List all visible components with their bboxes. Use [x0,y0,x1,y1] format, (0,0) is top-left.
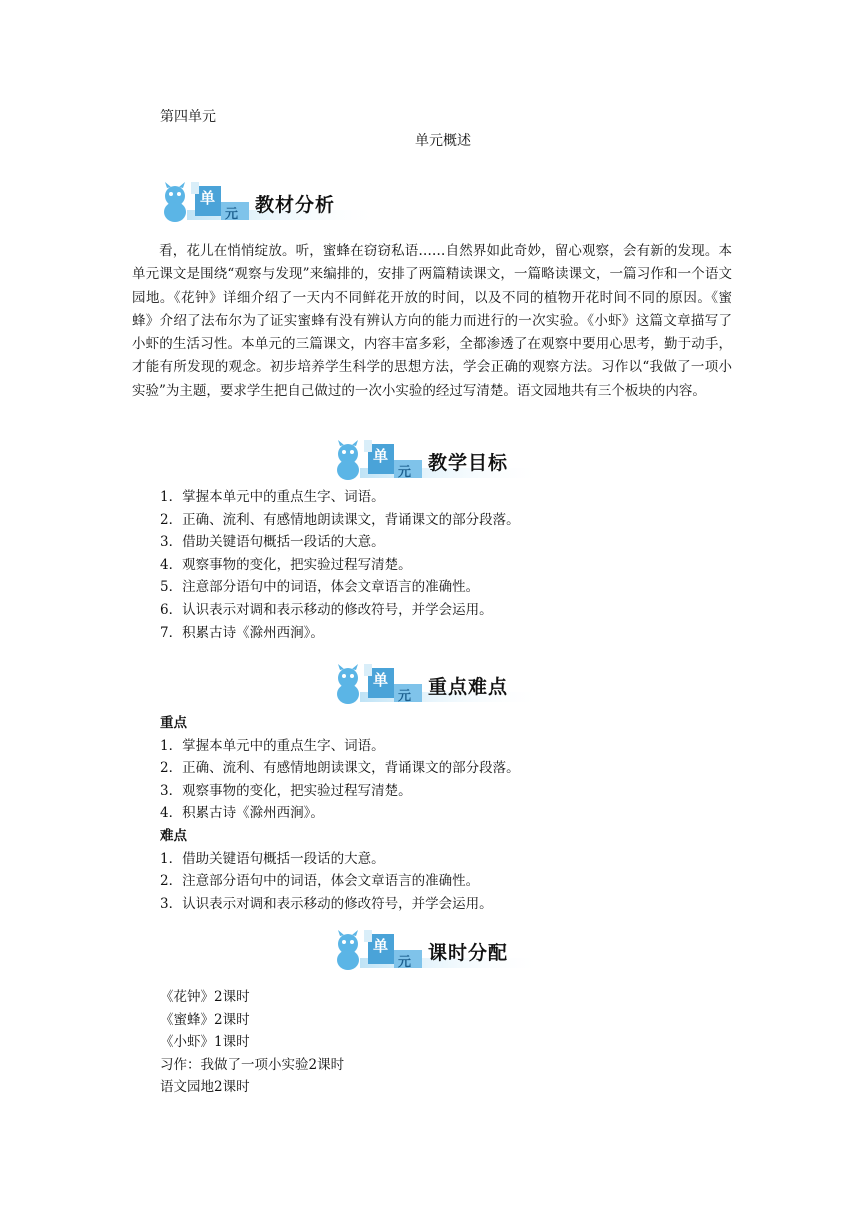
unit-label: 第四单元 [160,109,216,125]
keypoints-list [160,712,520,915]
list-item: 3．认识表示对调和表示移动的修改符号，并学会运用。 [160,895,493,912]
list-item: 2．正确、流利、有感情地朗读课文，背诵课文的部分段落。 [160,511,520,528]
list-item: 7．积累古诗《滁州西涧》。 [160,624,324,641]
list-item: 3．借助关键语句概括一段话的大意。 [160,534,385,551]
overview-title: 单元概述 [415,133,471,149]
list-item: 4．观察事物的变化，把实验过程写清楚。 [160,556,412,573]
banner-char-bottom: 元 [398,465,412,480]
list-item: 习作：我做了一项小实验2课时 [160,1056,345,1073]
banner-char-bottom: 元 [398,955,412,970]
goals-list [160,486,520,644]
banner-char-top: 单 [200,189,216,207]
list-item: 1．掌握本单元中的重点生字、词语。 [160,737,385,754]
analysis-paragraph [132,240,732,403]
list-item: 5．注意部分语句中的词语，体会文章语言的准确性。 [160,579,480,596]
schedule-list [160,986,344,1099]
banner-char-top: 单 [373,447,389,465]
list-item: 1．借助关键语句概括一段话的大意。 [160,850,385,867]
difficult-label: 难点 [160,827,187,844]
banner-char-bottom: 元 [398,689,412,704]
list-item: 1．掌握本单元中的重点生字、词语。 [160,489,385,505]
list-item: 2．正确、流利、有感情地朗读课文，背诵课文的部分段落。 [160,760,520,777]
banner-title: 教材分析 [255,194,336,216]
banner-analysis [157,182,387,226]
list-item: 《花钟》2课时 [160,989,250,1005]
banner-goals [330,440,550,484]
list-item: 《小虾》1课时 [160,1034,250,1051]
banner-keypoints [330,664,550,708]
banner-title: 教学目标 [428,452,509,474]
banner-schedule [330,930,550,974]
key-label: 重点 [160,715,187,731]
banner-title: 重点难点 [428,676,509,698]
banner-title: 课时分配 [428,942,509,964]
list-item: 3．观察事物的变化，把实验过程写清楚。 [160,782,412,799]
banner-char-top: 单 [373,937,389,955]
banner-char-top: 单 [373,671,389,689]
list-item: 2．注意部分语句中的词语，体会文章语言的准确性。 [160,873,480,890]
list-item: 4．积累古诗《滁州西涧》。 [160,805,324,822]
banner-char-bottom: 元 [225,207,239,222]
list-item: 《蜜蜂》2课时 [160,1011,250,1028]
analysis-text: 看，花儿在悄悄绽放。听，蜜蜂在窃窃私语……自然界如此奇妙，留心观察，会有新的发现。本单元课文是围绕“观察与发现”来编排的，安排了两篇精读课文，一篇略读课文，一篇习作和一个语文园地。《花钟》详细介绍了一天内不同鲜花开放的时间，以及不同的植物开花时间不同的原因。《蜜蜂》介绍了法布尔为了证实蜜蜂有没有辨认方向的能力而进行的一次实验。《小虾》这篇文章描写了小虾的生活习性。本单元的三篇课文，内容丰富多彩，全都渗透了在观察中要用心思考，勤于动手，才能有所发现的观念。初步培养学生科学的思想方法，学会正确的观察方法。习作以“我做了一项小实验”为主题，要求学生把自己做过的一次小实验的经过写清楚。语文园地共有三个板块的内容。 [132,243,732,399]
list-item: 语文园地2课时 [160,1079,250,1096]
list-item: 6．认识表示对调和表示移动的修改符号，并学会运用。 [160,601,493,618]
